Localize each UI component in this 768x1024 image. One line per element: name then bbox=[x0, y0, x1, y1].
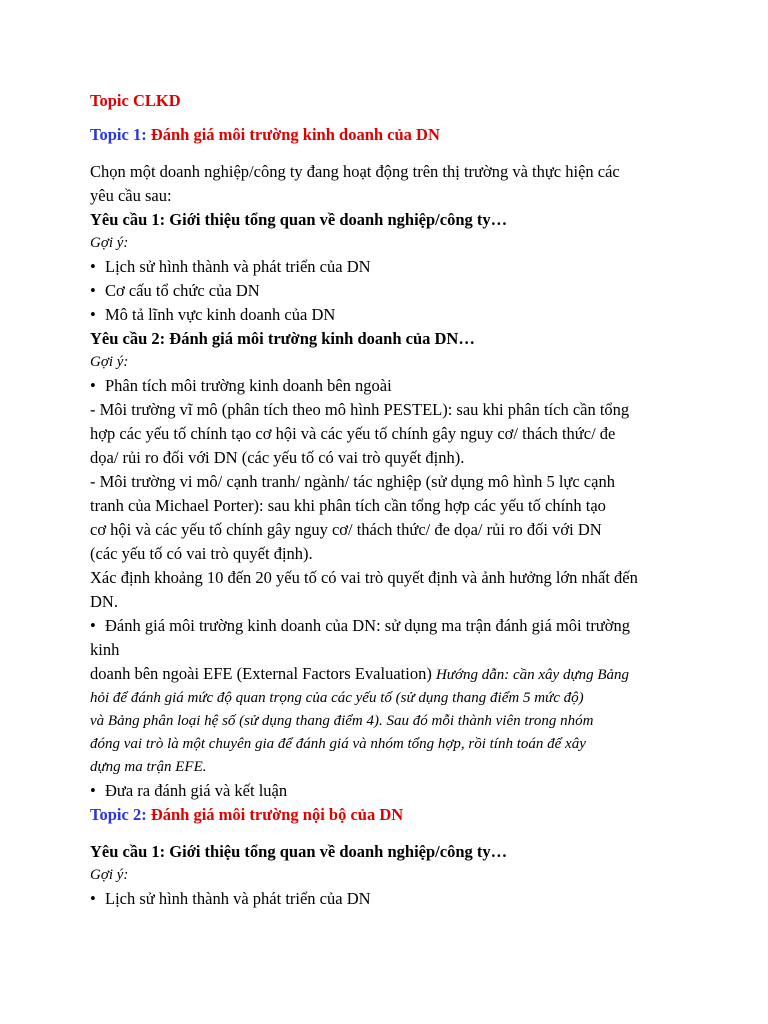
topic-1-req-1-heading: Yêu cầu 1: Giới thiệu tổng quan về doanh nghiệp/công ty… bbox=[90, 210, 508, 229]
topic-1-req-1-item-1: • Lịch sử hình thành và phát triển của DN bbox=[90, 255, 690, 279]
body-line-1: - Môi trường vĩ mô (phân tích theo mô hình PESTEL): sau khi phân tích cần tổng bbox=[90, 400, 630, 419]
body-line-3: dọa/ rủi ro đối với DN (các yếu tố có vai trò quyết định). bbox=[90, 448, 465, 467]
topic-1-title: Đánh giá môi trường kinh doanh của DN bbox=[150, 125, 440, 144]
body-line-9: DN. bbox=[90, 592, 118, 611]
topic-2-req-1-item-1: • Lịch sử hình thành và phát triển của DN bbox=[90, 887, 690, 911]
efe-text: doanh bên ngoài EFE (External Factors Evaluation) bbox=[90, 664, 432, 683]
body-line-8: Xác định khoảng 10 đến 20 yếu tố có vai trò quyết định và ảnh hưởng lớn nhất đến bbox=[90, 568, 638, 587]
body-line-5: tranh của Michael Porter): sau khi phân tích cần tổng hợp các yếu tố chính tạo bbox=[90, 496, 606, 515]
topic-1-intro-line-2: yêu cầu sau: bbox=[90, 186, 172, 205]
body-line-7: (các yếu tố có vai trò quyết định). bbox=[90, 544, 313, 563]
topic-1-req-2-item-1: • Phân tích môi trường kinh doanh bên ngoài bbox=[90, 374, 690, 398]
guide-line-4: dựng ma trận EFE. bbox=[90, 759, 207, 775]
topic-1-req-2-heading: Yêu cầu 2: Đánh giá môi trường kinh doanh của DN… bbox=[90, 329, 475, 348]
topic-2-prefix: Topic 2: bbox=[90, 805, 147, 824]
body-line-2: hợp các yếu tố chính tạo cơ hội và các yếu tố chính gây nguy cơ/ thách thức/ đe bbox=[90, 424, 616, 443]
topic-1-req-2-item-2: • Đánh giá môi trường kinh doanh của DN: sử dụng ma trận đánh giá môi trường bbox=[90, 614, 690, 638]
topic-1-prefix: Topic 1: bbox=[90, 125, 147, 144]
doc-title: Topic CLKD bbox=[90, 91, 181, 110]
topic-1-req-2-item-3: • Đưa ra đánh giá và kết luận bbox=[90, 779, 690, 803]
topic-2-heading bbox=[90, 803, 690, 827]
guide-line-2: và Bảng phân loại hệ số (sử dụng thang điểm 4). Sau đó mỗi thành viên trong nhóm bbox=[90, 713, 594, 729]
topic-2-req-1-hint-label: Gợi ý: bbox=[90, 867, 129, 883]
topic-1-req-1-item-2: • Cơ cấu tổ chức của DN bbox=[90, 279, 690, 303]
topic-1-req-2-hint-label: Gợi ý: bbox=[90, 354, 129, 370]
guide-line-3: đóng vai trò là một chuyên gia để đánh giá và nhóm tổng hợp, rồi tính toán để xây bbox=[90, 736, 586, 752]
document-content bbox=[90, 89, 690, 911]
guide-line-1: hỏi để đánh giá mức độ quan trọng của các yếu tố (sử dụng thang điểm 5 mức độ) bbox=[90, 690, 584, 706]
topic-2-title: Đánh giá môi trường nội bộ của DN bbox=[150, 805, 404, 824]
efe-line bbox=[90, 662, 690, 687]
topic-1-heading bbox=[90, 123, 690, 147]
topic-2-req-1-heading: Yêu cầu 1: Giới thiệu tổng quan về doanh nghiệp/công ty… bbox=[90, 842, 508, 861]
topic-1-req-1-hint-label: Gợi ý: bbox=[90, 235, 129, 251]
topic-1-intro-line-1: Chọn một doanh nghiệp/công ty đang hoạt động trên thị trường và thực hiện các bbox=[90, 162, 620, 181]
body-line-6: cơ hội và các yếu tố chính gây nguy cơ/ thách thức/ đe dọa/ rủi ro đối với DN bbox=[90, 520, 602, 539]
efe-guide: Hướng dẫn: cần xây dựng Bảng bbox=[435, 667, 630, 683]
topic-1-req-2-item-2-cont: kinh bbox=[90, 640, 120, 659]
topic-1-req-1-item-3: • Mô tả lĩnh vực kinh doanh của DN bbox=[90, 303, 690, 327]
body-line-4: - Môi trường vi mô/ cạnh tranh/ ngành/ tác nghiệp (sử dụng mô hình 5 lực cạnh bbox=[90, 472, 615, 491]
